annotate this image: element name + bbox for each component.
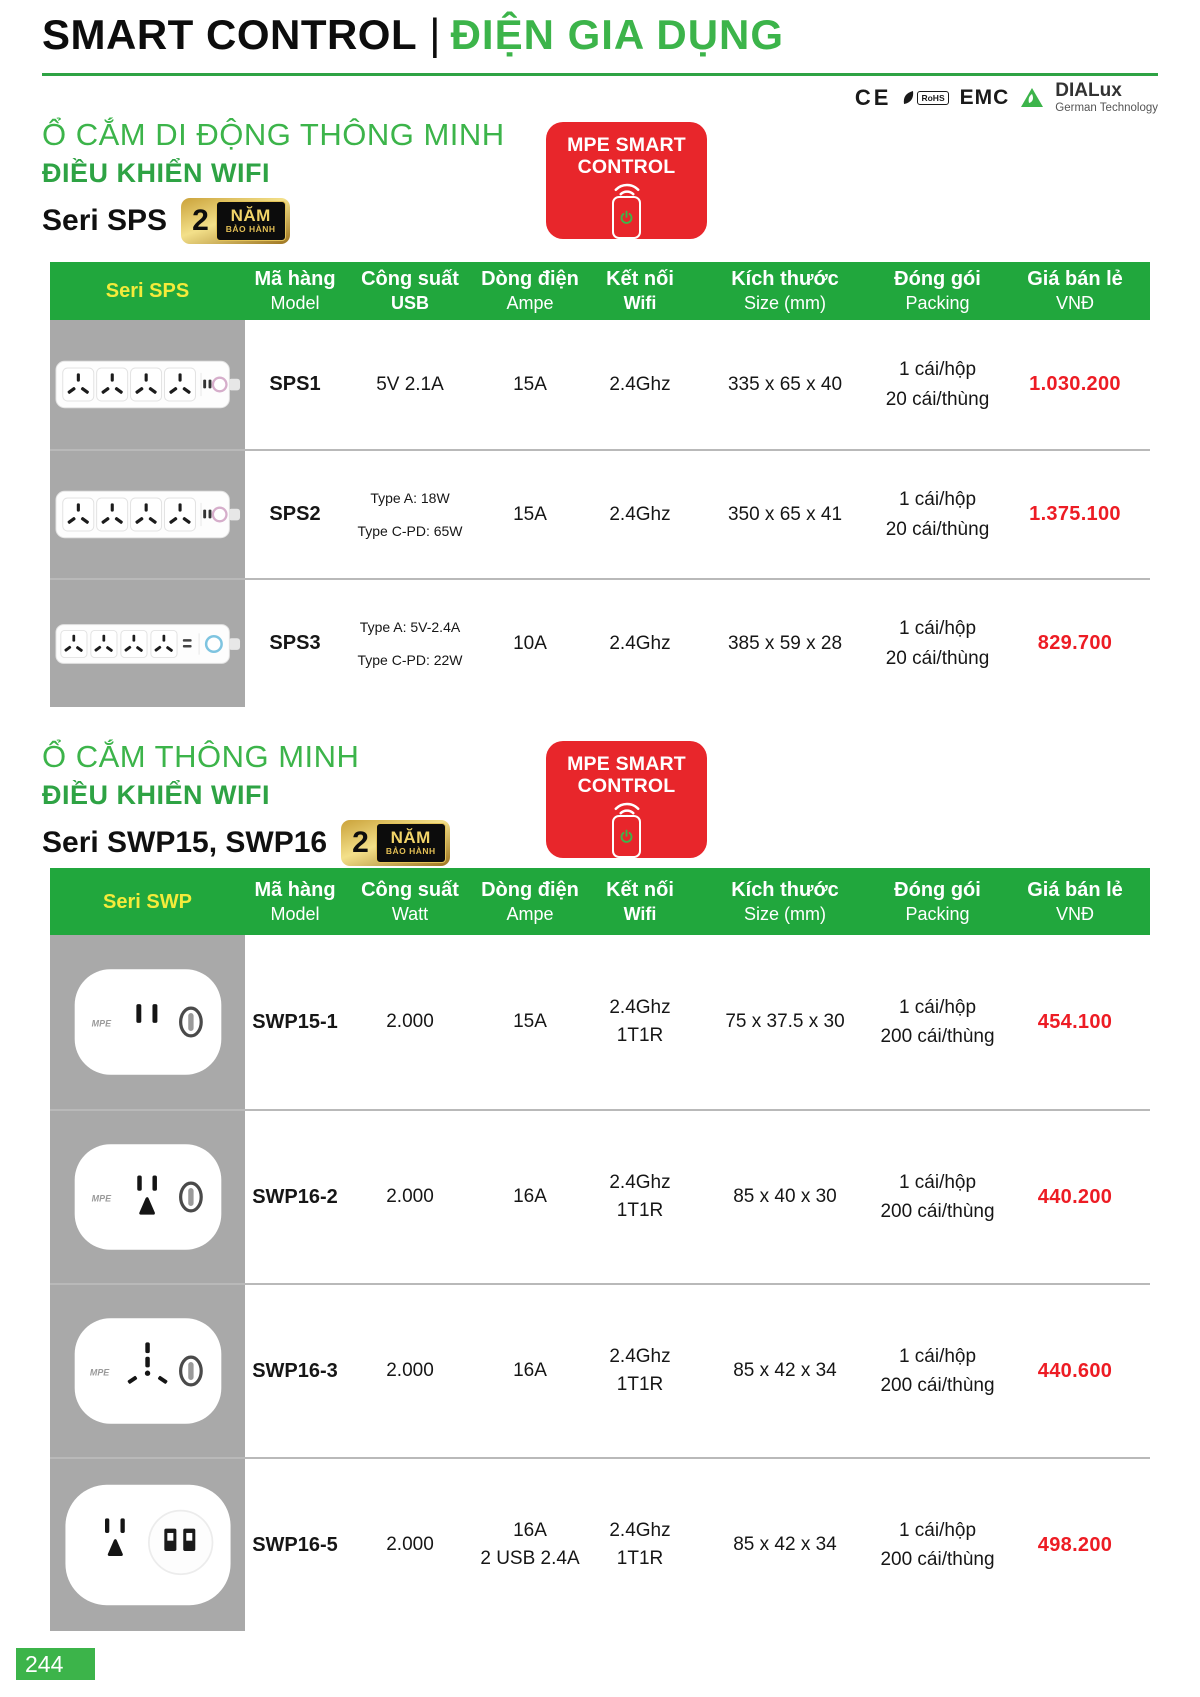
dialux-line2: German Technology [1055, 101, 1158, 114]
col-packing: Đóng gói Packing [894, 268, 981, 314]
table-row-sps2 [50, 449, 1150, 578]
cell-size: 350 x 65 x 41 [727, 503, 843, 525]
cell-power: Type A: 5V-2.4A Type C-PD: 22W [357, 619, 463, 668]
section-subtitle: ĐIỀU KHIỂN WIFI [42, 779, 270, 810]
warranty-years: 2 [192, 203, 209, 237]
page-number: 244 [16, 1648, 95, 1680]
table-row-sps1 [50, 320, 1150, 449]
section-title: Ổ CẮM THÔNG MINH [42, 739, 360, 774]
cell-price: 498.200 [1037, 1533, 1113, 1556]
phone-icon [612, 815, 641, 858]
dialux-logo [1055, 80, 1158, 115]
table-swp [50, 868, 1150, 1631]
badge-line2: CONTROL [577, 155, 676, 178]
cell-power: 2.000 [386, 1534, 434, 1556]
cell-size: 385 x 59 x 28 [727, 632, 843, 654]
mpe-smart-control-badge [546, 122, 707, 239]
leaf-icon [902, 90, 915, 106]
power-icon [619, 829, 634, 844]
warranty-nam: NĂM [390, 828, 431, 848]
cell-packing: 1 cái/hộp 200 cái/thùng [880, 1519, 995, 1570]
smart-plug-image [72, 1141, 224, 1253]
cell-power: 2.000 [386, 1011, 434, 1033]
product-image-sps3 [50, 580, 245, 707]
series-label: Seri SPS [42, 203, 168, 237]
cell-wifi: 2.4Ghz 1T1R [609, 1520, 671, 1569]
product-image-sps2 [50, 451, 245, 578]
col-seri: Seri SWP [103, 890, 192, 913]
col-model: Mã hàng Model [254, 268, 336, 314]
col-size: Kích thước Size (mm) [731, 878, 839, 924]
dialux-line1: DIALux [1055, 80, 1122, 101]
cell-ampere: 10A [513, 632, 547, 654]
col-ampere: Dòng điện Ampe [481, 878, 579, 924]
cell-wifi: 2.4Ghz [609, 373, 671, 395]
certification-logos [855, 80, 1158, 115]
cell-model: SWP16-5 [252, 1533, 338, 1556]
cell-packing: 1 cái/hộp 20 cái/thùng [885, 359, 990, 410]
rohs-logo [902, 90, 948, 106]
cell-model: SWP15-1 [252, 1010, 338, 1033]
green-triangle-logo-icon [1020, 87, 1044, 108]
col-wifi: Kết nối Wifi [606, 878, 674, 924]
svg-text:MPE: MPE [89, 1367, 109, 1378]
cell-model: SPS1 [269, 373, 321, 395]
cell-power: Type A: 18W Type C-PD: 65W [357, 490, 463, 539]
cell-power: 2.000 [386, 1360, 434, 1382]
cell-ampere: 15A [513, 503, 547, 525]
warranty-baohanh: BẢO HÀNH [385, 846, 436, 857]
cell-ampere: 16A 2 USB 2.4A [480, 1520, 580, 1569]
section-swp-heading [42, 738, 450, 866]
col-model: Mã hàng Model [254, 878, 336, 924]
product-image-swp15-1 [50, 935, 245, 1109]
power-strip-image [55, 358, 241, 411]
cell-size: 335 x 65 x 40 [727, 373, 843, 395]
cell-wifi: 2.4Ghz 1T1R [609, 1172, 671, 1221]
cell-power: 5V 2.1A [376, 373, 444, 395]
warranty-nam: NĂM [230, 206, 271, 226]
phone-icon [612, 196, 641, 239]
cell-ampere: 15A [513, 373, 547, 395]
table-row-swp16-3 [50, 1283, 1150, 1457]
col-packing: Đóng gói Packing [894, 878, 981, 924]
cell-size: 85 x 40 x 30 [733, 1186, 837, 1208]
mpe-smart-control-badge [546, 741, 707, 858]
cell-price: 1.030.200 [1029, 373, 1121, 395]
section-sps-heading [42, 116, 505, 244]
product-image-sps1 [50, 320, 245, 449]
cell-wifi: 2.4Ghz 1T1R [609, 997, 671, 1046]
cell-ampere: 16A [513, 1360, 547, 1382]
cell-wifi: 2.4Ghz [609, 632, 671, 654]
smart-plug-image [72, 966, 224, 1078]
table-row-swp15-1 [50, 935, 1150, 1109]
table-row-swp16-5 [50, 1457, 1150, 1631]
cell-price: 440.200 [1037, 1185, 1113, 1208]
page-title-black: SMART CONTROL [42, 11, 418, 58]
warranty-baohanh: BẢO HÀNH [225, 224, 276, 235]
smart-plug-usb-image [62, 1480, 234, 1610]
col-ampere: Dòng điện Ampe [481, 268, 579, 314]
ce-mark-icon: CE [854, 84, 892, 110]
badge-line1: MPE SMART [567, 753, 686, 775]
cell-model: SWP16-2 [252, 1185, 338, 1208]
svg-text:MPE: MPE [91, 1193, 111, 1204]
col-price: Giá bán lẻ VNĐ [1027, 878, 1123, 924]
col-size: Kích thước Size (mm) [731, 268, 839, 314]
cell-price: 829.700 [1037, 632, 1113, 654]
cell-model: SWP16-3 [252, 1359, 338, 1382]
header-rule [42, 73, 1158, 76]
rohs-label: RoHS [917, 91, 948, 105]
table-row-sps3 [50, 578, 1150, 707]
section-title: Ổ CẮM DI ĐỘNG THÔNG MINH [42, 117, 505, 152]
page-title [42, 10, 784, 61]
cell-packing: 1 cái/hộp 200 cái/thùng [880, 1171, 995, 1222]
cell-ampere: 15A [513, 1011, 547, 1033]
cell-power: 2.000 [386, 1186, 434, 1208]
cell-price: 440.600 [1037, 1359, 1113, 1382]
title-divider: | [429, 10, 441, 59]
badge-line1: MPE SMART [567, 134, 686, 156]
cell-wifi: 2.4Ghz 1T1R [609, 1346, 671, 1395]
table-row-swp16-2 [50, 1109, 1150, 1283]
section-subtitle: ĐIỀU KHIỂN WIFI [42, 157, 270, 188]
power-strip-image [55, 488, 241, 541]
svg-text:MPE: MPE [91, 1018, 111, 1029]
cell-size: 75 x 37.5 x 30 [725, 1011, 845, 1033]
col-wifi: Kết nối Wifi [606, 268, 674, 314]
cell-packing: 1 cái/hộp 20 cái/thùng [885, 489, 990, 540]
col-price: Giá bán lẻ VNĐ [1027, 268, 1123, 314]
table-header [50, 262, 1150, 320]
cell-size: 85 x 42 x 34 [733, 1360, 837, 1382]
power-strip-image [55, 621, 241, 667]
col-seri: Seri SPS [105, 280, 190, 302]
badge-line2: CONTROL [577, 774, 676, 797]
cell-wifi: 2.4Ghz [609, 503, 671, 525]
table-header [50, 868, 1150, 935]
col-power: Công suất USB [361, 268, 459, 314]
product-image-swp16-5 [50, 1459, 245, 1631]
col-power: Công suất Watt [361, 878, 459, 924]
cell-ampere: 16A [513, 1186, 547, 1208]
warranty-years: 2 [352, 825, 369, 859]
emc-logo: EMC [959, 85, 1010, 109]
smart-plug-image [72, 1315, 224, 1427]
table-sps [50, 262, 1150, 707]
cell-model: SPS3 [269, 632, 321, 654]
cell-price: 1.375.100 [1029, 503, 1121, 525]
cell-model: SPS2 [269, 503, 321, 525]
cell-packing: 1 cái/hộp 200 cái/thùng [880, 1345, 995, 1396]
page-title-green: ĐIỆN GIA DỤNG [450, 11, 785, 58]
cell-size: 85 x 42 x 34 [733, 1534, 837, 1556]
power-icon [619, 210, 634, 225]
cell-packing: 1 cái/hộp 200 cái/thùng [880, 996, 995, 1047]
product-image-swp16-2 [50, 1111, 245, 1283]
product-image-swp16-3 [50, 1285, 245, 1457]
series-label: Seri SWP15, SWP16 [42, 825, 328, 859]
warranty-badge [181, 198, 290, 244]
cell-packing: 1 cái/hộp 20 cái/thùng [885, 618, 990, 669]
cell-price: 454.100 [1037, 1010, 1113, 1033]
warranty-badge [341, 820, 450, 866]
